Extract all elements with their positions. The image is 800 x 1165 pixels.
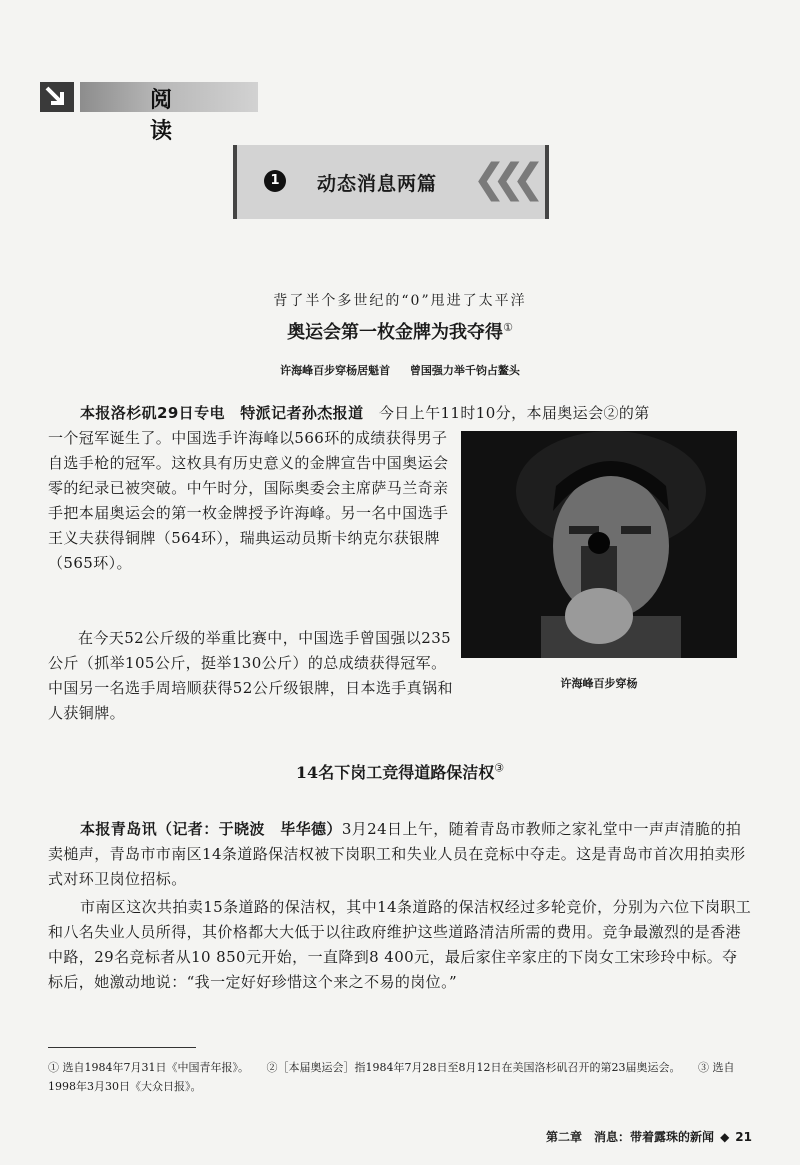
footer-chapter: 第二章 消息：带着露珠的新闻 <box>546 1130 715 1144</box>
diamond-icon: ◆ <box>720 1130 730 1144</box>
section-banner <box>40 78 220 144</box>
page-footer <box>546 1128 752 1145</box>
article1-headline: 奥运会第一枚金牌为我夺得① <box>287 321 513 343</box>
article2-dateline: 本报青岛讯（记者：于晓波 毕华德） <box>80 820 342 838</box>
article2-headline: 14名下岗工竞得道路保洁权③ <box>295 761 505 782</box>
shooter-photo <box>461 431 737 658</box>
article1-dateline: 本报洛杉矶29日专电 特派记者孙杰报道 <box>80 404 364 422</box>
article1-paragraph-2: 在今天52公斤级的举重比赛中，中国选手曾国强以235公斤（抓举105公斤，挺举130公斤）的总成绩获得冠军。中国另一名选手周培顺获得52公斤级银牌，日本选手真锅和人获铜牌。 <box>48 629 453 722</box>
article2-paragraph-1: 本报青岛讯（记者：于晓波 毕华德）3月24日上午，随着青岛市教师之家礼堂中一声声清脆的拍卖槌声，青岛市市南区14条道路保洁权被下岗职工和失业人员在竞标中夺走。这是青岛市首次用拍卖形式对环卫岗位招标。 <box>48 820 746 888</box>
article1-lead: 本报洛杉矶29日专电 特派记者孙杰报道 今日上午11时10分，本届奥运会②的第 <box>80 404 650 422</box>
footnote-2: ②［本届奥运会］指1984年7月28日至8月12日在美国洛杉矶召开的第23届奥运会。 <box>266 1061 681 1074</box>
chapter-title-box <box>233 145 549 219</box>
chevrons-icon: ❮❮❮ <box>472 156 531 202</box>
footnote-divider <box>48 1047 196 1048</box>
article1-kicker: 背了半个多世纪的“0”甩进了太平洋 <box>273 293 527 309</box>
article2-paragraph-2: 市南区这次共拍卖15条道路的保洁权，其中14条道路的保洁权经过多轮竞价，分别为六位下岗职工和八名失业人员所得，其价格都大大低于以往政府维护这些道路清洁所需的费用。竞争最激烈的是香港中路，29名竞标者从10 850元开始，一直降到8 400元，最后家住辛家庄的下岗女工宋珍玲中标。夺标后，她激动地说：“我一定好好珍惜这个来之不易的岗位。” <box>48 898 752 991</box>
arrow-icon <box>40 82 74 112</box>
subhead-2: 曾国强力举千钧占鳌头 <box>409 364 520 377</box>
subhead-1: 许海峰百步穿杨居魁首 <box>280 364 391 377</box>
footnote-ref: ① <box>503 321 513 334</box>
footnotes <box>48 1058 752 1096</box>
chapter-title: 动态消息两篇 <box>317 173 438 195</box>
photo-caption: 许海峰百步穿杨 <box>560 677 638 690</box>
footnote-1: ① 选自1984年7月31日《中国青年报》。 <box>48 1061 249 1074</box>
article1-paragraph-1: 一个冠军诞生了。中国选手许海峰以566环的成绩获得男子自选手枪的冠军。这枚具有历史意义的金牌宣告中国奥运会零的纪录已被突破。中午时分，国际奥委会主席萨马兰奇亲手把本届奥运会的第一枚金牌授予许海峰。另一名中国选手王义夫获得铜牌（564环），瑞典运动员斯卡纳克尔获银牌（565环）。 <box>48 429 449 572</box>
footnote-ref: ③ <box>494 761 505 775</box>
section-label: 阅读 <box>150 87 191 144</box>
chapter-number: 1 <box>264 170 286 192</box>
page-number: 21 <box>735 1130 752 1144</box>
article1-subheads <box>0 362 800 378</box>
footnote-3: ③ 选自1998年3月30日《大众日报》。 <box>48 1061 735 1093</box>
